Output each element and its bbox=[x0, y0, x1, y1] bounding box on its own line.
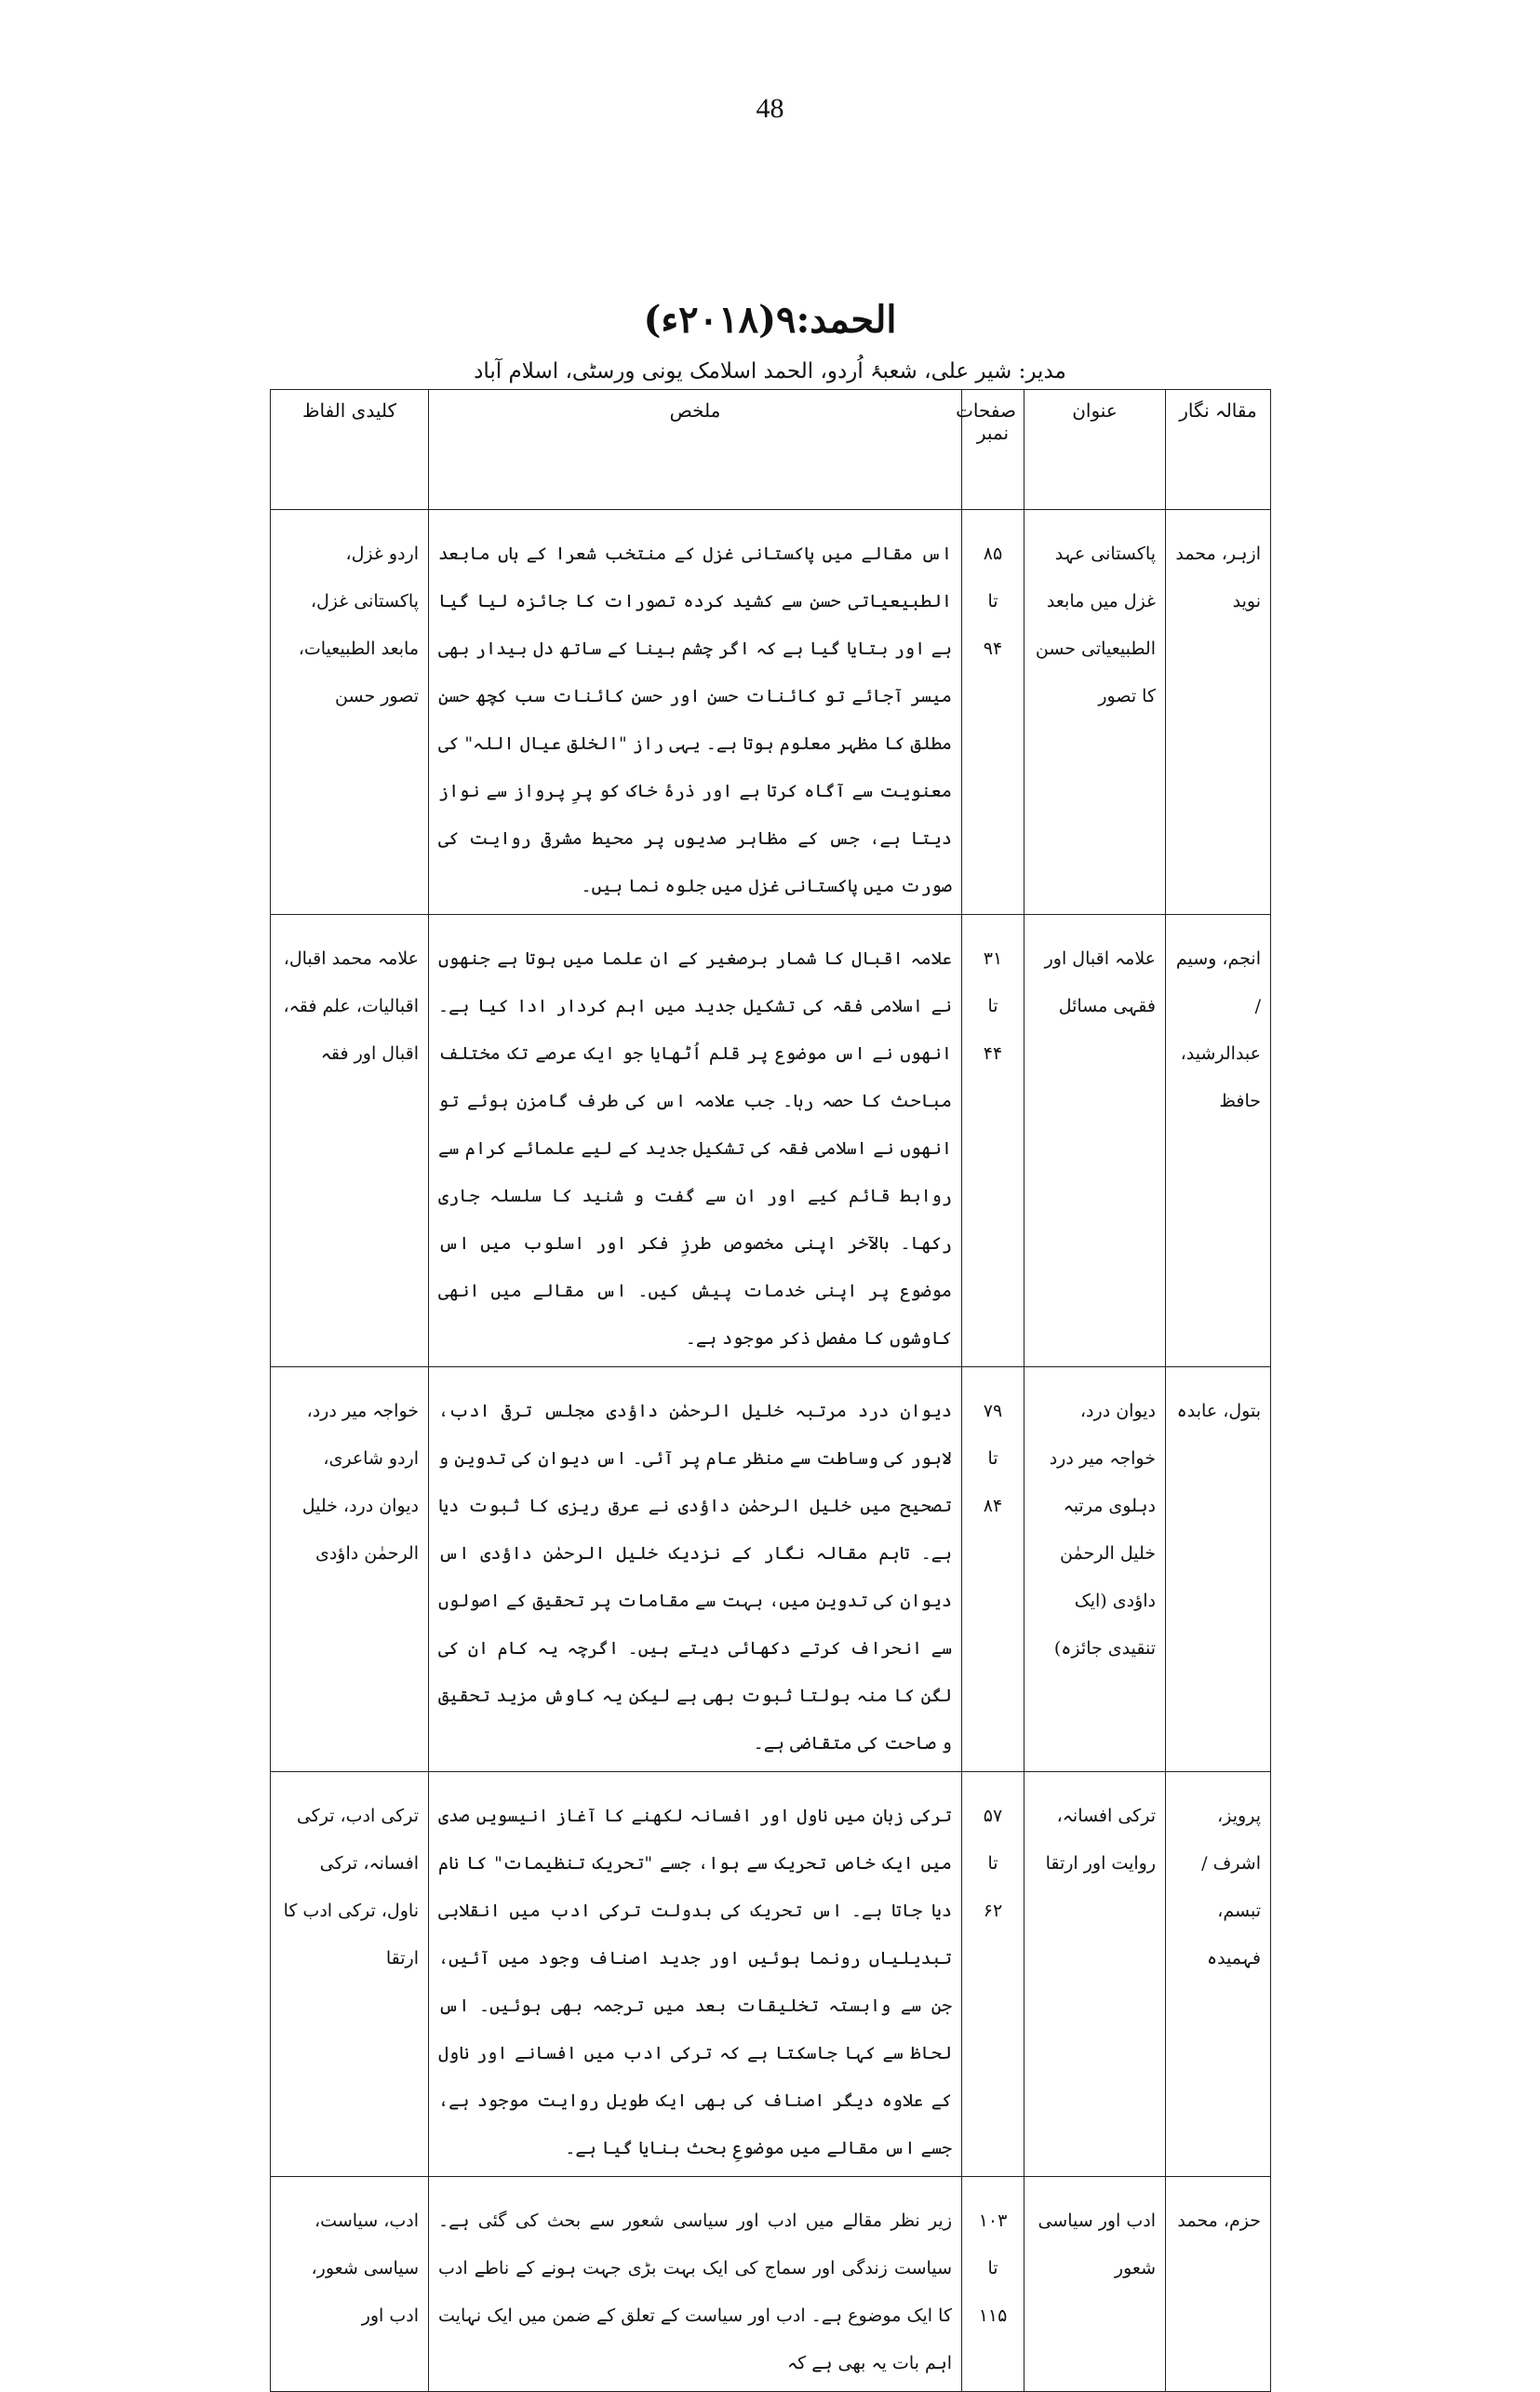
header-abstract: ملخص bbox=[429, 390, 962, 510]
pages-to-word: تا bbox=[987, 1853, 998, 1874]
table-row bbox=[271, 2177, 1271, 2392]
table-header-row bbox=[271, 390, 1271, 510]
keywords-cell: ادب، سیاست، سیاسی شعور، ادب اور bbox=[271, 2177, 429, 2392]
table-row bbox=[271, 510, 1271, 915]
title-cell: دیوان درد، خواجہ میر درد دہلوی مرتبہ خلیل الرحمٰن داؤدی (ایک تنقیدی جائزہ) bbox=[1024, 1367, 1166, 1772]
author-cell: بتول، عابدہ bbox=[1166, 1367, 1271, 1772]
pages-to-word: تا bbox=[987, 996, 998, 1016]
pages-to: ۱۱۵ bbox=[978, 2305, 1008, 2326]
abstract-cell: زیر نظر مقالے میں ادب اور سیاسی شعور سے بحث کی گئی ہے۔ سیاست زندگی اور سماج کی ایک بہت بڑی جہت ہونے کے ناطے ادب کا ایک موضوع ہے۔ ادب اور سیاست کے تعلق کے ضمن میں ایک نہایت اہم بات یہ بھی ہے کہ bbox=[429, 2177, 962, 2392]
abstract-cell: دیوان درد مرتبہ خلیل الرحمٰن داؤدی مجلس ترقی ادب، لاہور کی وساطت سے منظر عام پر آئی۔ اس دیوان کی تدوین و تصحیح میں خلیل الرحمٰن داؤدی نے عرق ریزی کا ثبوت دیا ہے۔ تاہم مقالہ نگار کے نزدیک خلیل الرحمٰن داؤدی اس دیوان کی تدوین میں، بہت سے مقامات پر تحقیق کے اصولوں سے انحراف کرتے دکھائی دیتے ہیں۔ اگرچہ یہ کام ان کی لگن کا منہ بولتا ثبوت بھی ہے لیکن یہ کاوش مزید تحقیق و صاحت کی متقاضی ہے۔ bbox=[429, 1367, 962, 1772]
pages-cell bbox=[962, 1772, 1024, 2177]
pages-to-word: تا bbox=[987, 2258, 998, 2278]
pages-to: ۹۴ bbox=[983, 638, 1003, 659]
article-index-table bbox=[270, 389, 1271, 2392]
pages-cell bbox=[962, 1367, 1024, 1772]
author-cell: ازہر، محمد نوید bbox=[1166, 510, 1271, 915]
keywords-cell: ترکی ادب، ترکی افسانہ، ترکی ناول، ترکی ادب کا ارتقا bbox=[271, 1772, 429, 2177]
pages-from: ۸۵ bbox=[983, 544, 1003, 564]
table-row bbox=[271, 915, 1271, 1367]
abstract-cell: اس مقالے میں پاکستانی غزل کے منتخب شعرا کے ہاں مابعد الطبیعیاتی حسن سے کشید کردہ تصورات کا جائزہ لیا گیا ہے اور بتایا گیا ہے کہ اگر چشم بینا کے ساتھ دل بیدار بھی میسر آجائے تو کائنات حسن اور حسن کائنات سب کچھ حسن مطلق کا مظہر معلوم ہوتا ہے۔ یہی راز "الخلق عیال اللہ" کی معنویت سے آگاہ کرتا ہے اور ذرۂ خاک کو پرِ پرواز سے نواز دیتا ہے، جس کے مظاہر صدیوں پر محیط مشرقی روایت کی صورت میں پاکستانی غزل میں جلوہ نما ہیں۔ bbox=[429, 510, 962, 915]
title-cell: علامہ اقبال اور فقہی مسائل bbox=[1024, 915, 1166, 1367]
abstract-cell: علامہ اقبال کا شمار برصغیر کے ان علما میں ہوتا ہے جنھوں نے اسلامی فقہ کی تشکیل جدید میں اہم کردار ادا کیا ہے۔ انھوں نے اس موضوع پر قلم اُٹھایا جو ایک عرصے تک مختلف مباحث کا حصہ رہا۔ جب علامہ اس کی طرف گامزن ہوئے تو انھوں نے اسلامی فقہ کی تشکیل جدید کے لیے علمائے کرام سے روابط قائم کیے اور ان سے گفت و شنید کا سلسلہ جاری رکھا۔ بالآخر اپنی مخصوص طرزِ فکر اور اسلوب میں اس موضوع پر اپنی خدمات پیش کیں۔ اس مقالے میں انھی کاوشوں کا مفصل ذکر موجود ہے۔ bbox=[429, 915, 962, 1367]
editor-line: مدیر: شیر علی، شعبۂ اُردو، الحمد اسلامک یونی ورسٹی، اسلام آباد bbox=[474, 359, 1066, 383]
header-author: مقالہ نگار bbox=[1166, 390, 1271, 510]
header-keywords: کلیدی الفاظ bbox=[271, 390, 429, 510]
journal-title: الحمد:۹(۲۰۱۸ء) bbox=[643, 298, 897, 342]
author-cell: پرویز، اشرف / تبسم، فہمیدہ bbox=[1166, 1772, 1271, 2177]
pages-cell bbox=[962, 510, 1024, 915]
keywords-cell: خواجہ میر درد، اردو شاعری، دیوان درد، خلیل الرحمٰن داؤدی bbox=[271, 1367, 429, 1772]
pages-to: ۴۴ bbox=[983, 1043, 1003, 1064]
title-cell: ادب اور سیاسی شعور bbox=[1024, 2177, 1166, 2392]
keywords-cell: اردو غزل، پاکستانی غزل، مابعد الطبیعیات، تصور حسن bbox=[271, 510, 429, 915]
pages-from: ۵۷ bbox=[983, 1806, 1003, 1826]
page-number: 48 bbox=[756, 93, 784, 124]
pages-to-word: تا bbox=[987, 1448, 998, 1469]
title-cell: پاکستانی عہد غزل میں مابعد الطبیعیاتی حسن کا تصور bbox=[1024, 510, 1166, 915]
pages-to: ۸۴ bbox=[983, 1496, 1003, 1516]
pages-to: ۶۲ bbox=[983, 1901, 1003, 1921]
abstract-cell: ترکی زبان میں ناول اور افسانہ لکھنے کا آغاز انیسویں صدی میں ایک خاص تحریک سے ہوا، جسے "تحریک تنظیمات" کا نام دیا جاتا ہے۔ اس تحریک کی بدولت ترکی ادب میں انقلابی تبدیلیاں رونما ہوئیں اور جدید اصناف وجود میں آئیں، جن سے وابستہ تخلیقات بعد میں ترجمہ بھی ہوئیں۔ اس لحاظ سے کہا جاسکتا ہے کہ ترکی ادب میں افسانے اور ناول کے علاوہ دیگر اصناف کی بھی ایک طویل روایت موجود ہے، جسے اس مقالے میں موضوعِ بحث بنایا گیا ہے۔ bbox=[429, 1772, 962, 2177]
keywords-cell: علامہ محمد اقبال، اقبالیات، علم فقہ، اقبال اور فقہ bbox=[271, 915, 429, 1367]
pages-cell bbox=[962, 2177, 1024, 2392]
pages-cell bbox=[962, 915, 1024, 1367]
author-cell: حزم، محمد bbox=[1166, 2177, 1271, 2392]
table-row bbox=[271, 1772, 1271, 2177]
header-title: عنوان bbox=[1024, 390, 1166, 510]
title-cell: ترکی افسانہ، روایت اور ارتقا bbox=[1024, 1772, 1166, 2177]
table-row bbox=[271, 1367, 1271, 1772]
header-pages: صفحات نمبر bbox=[962, 390, 1024, 510]
pages-from: ۷۹ bbox=[983, 1401, 1003, 1421]
pages-to-word: تا bbox=[987, 591, 998, 611]
pages-from: ۱۰۳ bbox=[978, 2211, 1008, 2231]
pages-from: ۳۱ bbox=[983, 948, 1003, 969]
author-cell: انجم، وسیم / عبدالرشید، حافظ bbox=[1166, 915, 1271, 1367]
